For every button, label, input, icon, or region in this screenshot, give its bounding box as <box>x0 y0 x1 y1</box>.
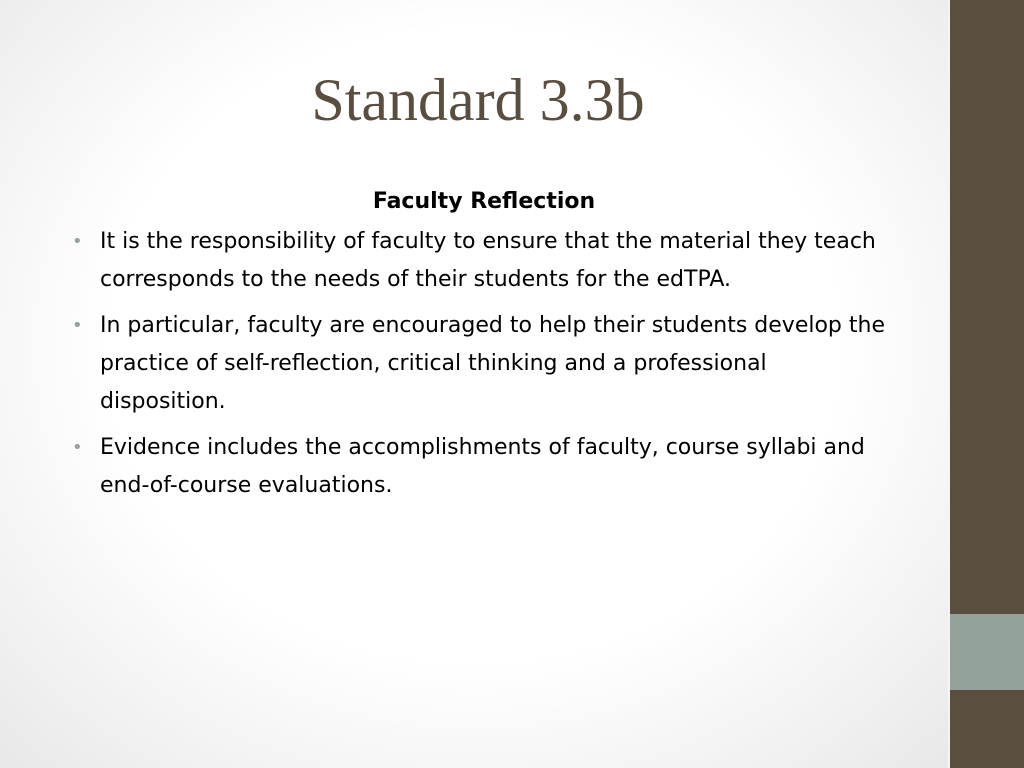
decorative-sidebar <box>948 0 1024 768</box>
bullet-text: Evidence includes the accomplishments of faculty, course syllabi and end-of-course evaluations. <box>100 435 865 498</box>
bullet-icon: • <box>72 231 83 252</box>
list-item <box>70 429 890 505</box>
list-item <box>70 307 890 421</box>
sidebar-accent-block <box>950 614 1024 690</box>
section-heading: Faculty Reflection <box>372 189 596 214</box>
bullet-icon: • <box>72 315 83 336</box>
bullet-text: It is the responsibility of faculty to ensure that the material they teach corresponds to the needs of their students for the edTPA. <box>100 229 876 292</box>
bullet-list <box>70 223 890 505</box>
bullet-text: In particular, faculty are encouraged to help their students develop the practice of self-reflection, critical thinking and a professional disposition. <box>100 313 885 414</box>
bullet-icon: • <box>72 437 83 458</box>
slide-body <box>70 183 890 513</box>
list-item <box>70 223 890 299</box>
slide-title: Standard 3.3b <box>311 67 645 133</box>
